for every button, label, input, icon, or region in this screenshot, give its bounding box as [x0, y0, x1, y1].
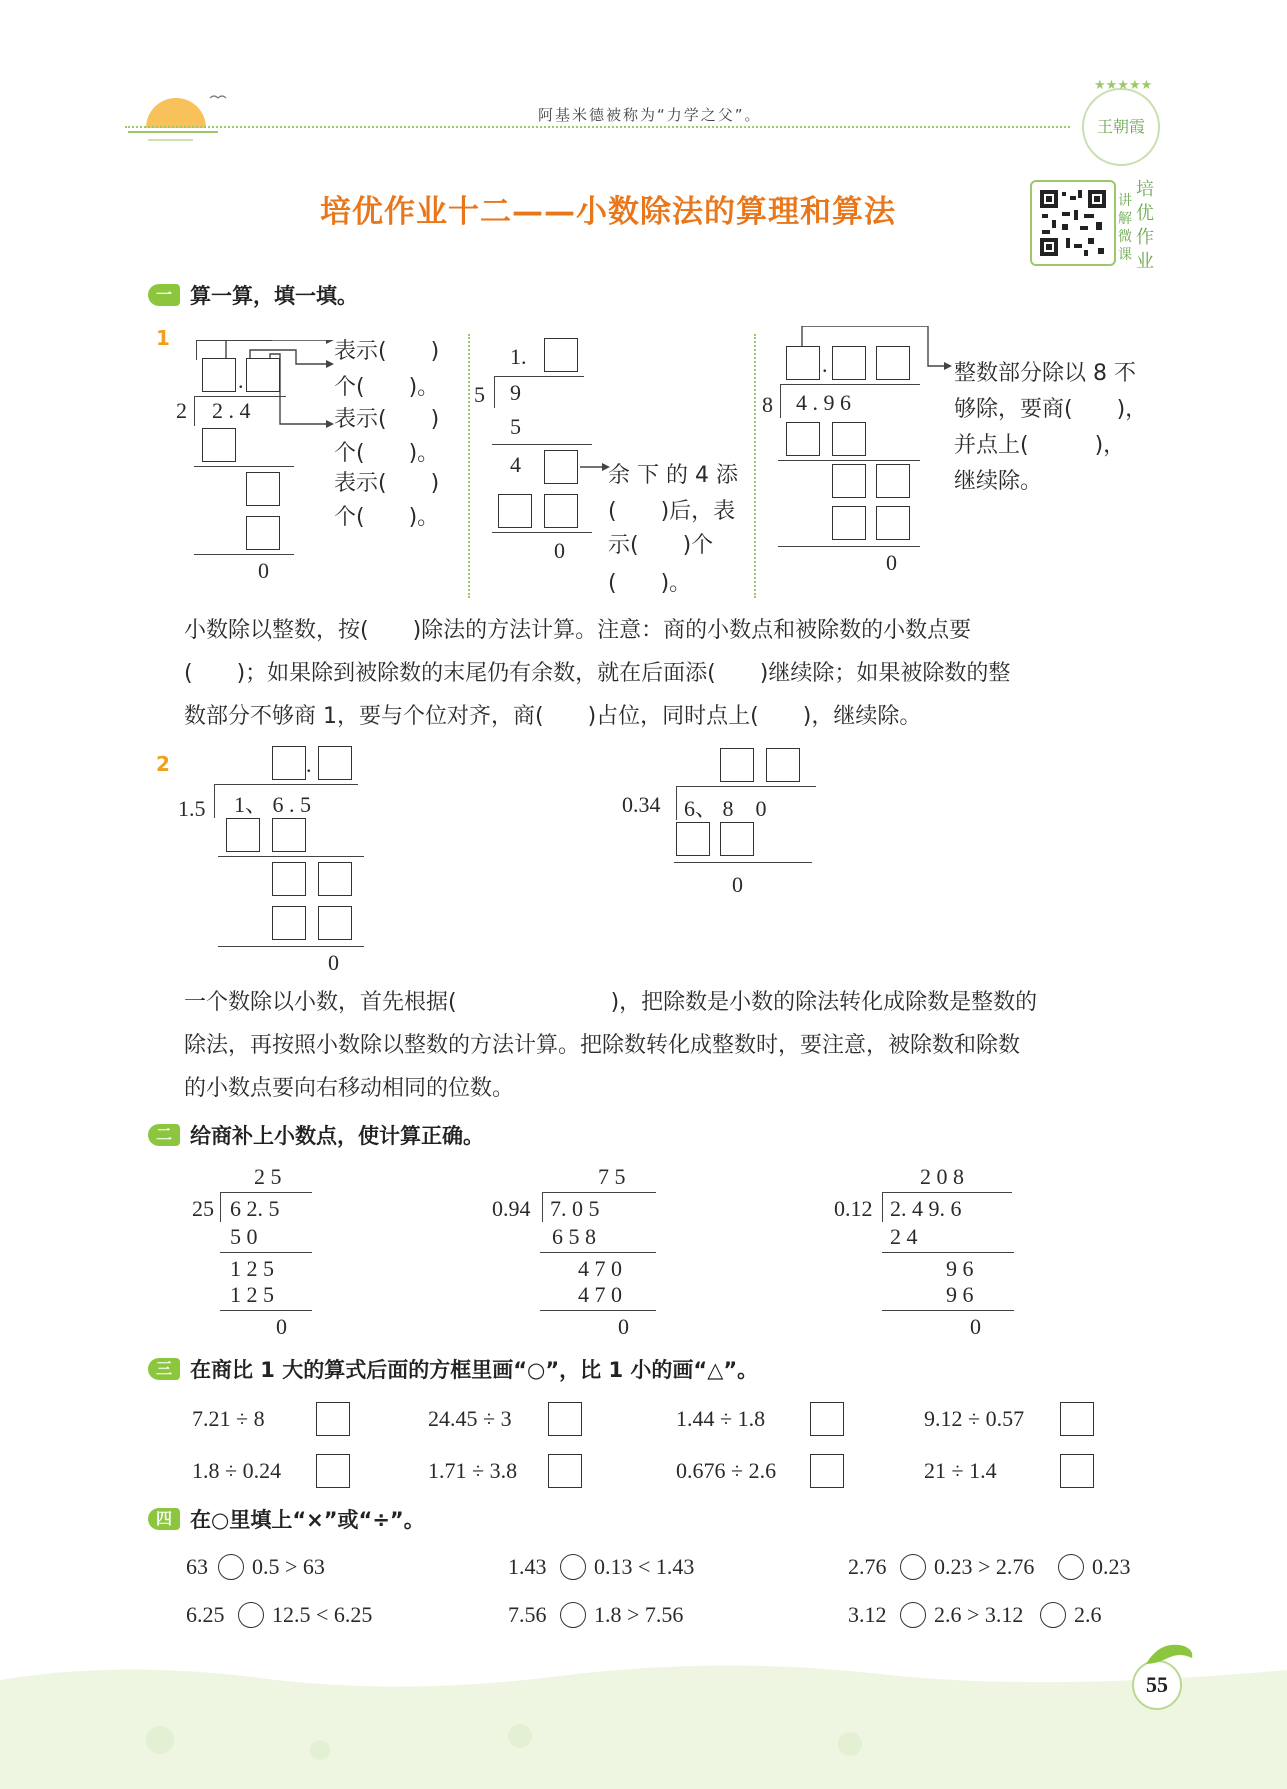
- s2-quotient: 7 5: [598, 1164, 626, 1189]
- q1a-note: 个( )。: [334, 441, 440, 466]
- answer-box[interactable]: [832, 422, 866, 456]
- answer-box[interactable]: [786, 422, 820, 456]
- s2-row: 2 4: [890, 1224, 918, 1249]
- qr-label-left: 讲解微课: [1118, 193, 1132, 263]
- s3-answer-box[interactable]: [1060, 1402, 1094, 1436]
- answer-box[interactable]: [202, 358, 236, 392]
- q1c-dividend: 4 . 9 6: [796, 390, 851, 415]
- q2a-divisor: 1.5: [178, 796, 206, 821]
- q2a-zero: 0: [328, 950, 339, 975]
- q1-summary-line: 数部分不够商 1，要与个位对齐，商( )占位，同时点上( )，继续除。: [184, 704, 922, 729]
- q1b-note: ( )。: [608, 571, 692, 596]
- s4-operand: 0.23 > 2.76: [934, 1554, 1035, 1579]
- section2-tag: 二: [148, 1124, 180, 1146]
- s3-expression: 9.12 ÷ 0.57: [924, 1406, 1025, 1431]
- section1-tag: 一: [148, 284, 180, 306]
- s2-quotient: 2 0 8: [920, 1164, 964, 1189]
- answer-box[interactable]: [720, 748, 754, 782]
- s2-row: 6 5 8: [552, 1224, 596, 1249]
- s4-operand: 7.56: [508, 1602, 547, 1627]
- s2-dividend: 6 2. 5: [230, 1196, 280, 1221]
- qr-label-right: 培优作业: [1136, 179, 1154, 272]
- q1c-zero: 0: [886, 550, 897, 575]
- page-title: 培优作业十二——小数除法的算理和算法: [320, 194, 896, 230]
- q1b-row: 5: [510, 414, 521, 439]
- sun-decoration: [118, 70, 228, 150]
- s2-divisor: 25: [192, 1196, 214, 1221]
- answer-box[interactable]: [720, 822, 754, 856]
- header-motto: 阿基米德被称为“力学之父”。: [538, 106, 762, 124]
- s4-operator-circle[interactable]: [560, 1554, 586, 1580]
- q1b-divisor: 5: [474, 382, 485, 407]
- s3-answer-box[interactable]: [548, 1402, 582, 1436]
- answer-box[interactable]: [876, 464, 910, 498]
- q1b-note: 余 下 的 4 添: [608, 463, 738, 488]
- answer-box[interactable]: [832, 506, 866, 540]
- answer-box[interactable]: [318, 862, 352, 896]
- section3-tag: 三: [148, 1358, 180, 1380]
- s4-operand: 2.6: [1074, 1602, 1102, 1627]
- s3-expression: 21 ÷ 1.4: [924, 1458, 997, 1483]
- s4-operator-circle[interactable]: [900, 1602, 926, 1628]
- brand-seal-stars: ★★★★★: [1094, 78, 1153, 93]
- s3-answer-box[interactable]: [316, 1454, 350, 1488]
- brand-seal: [1082, 78, 1160, 166]
- q1-summary-line: 小数除以整数，按( )除法的方法计算。注意：商的小数点和被除数的小数点要: [184, 618, 972, 643]
- q1b-zero: 0: [554, 538, 565, 563]
- q1c-note: 整数部分除以 8 不: [954, 361, 1136, 386]
- q1a-note: 表示( ): [334, 407, 440, 432]
- answer-box[interactable]: [676, 822, 710, 856]
- q1a-divisor: 2: [176, 398, 187, 423]
- answer-box[interactable]: [202, 428, 236, 462]
- q1c-note: 够除，要商( )，: [954, 397, 1148, 422]
- column-divider: [468, 334, 470, 598]
- quotient-dot: .: [238, 368, 244, 393]
- q2a-dividend: 1、 6 . 5: [234, 792, 312, 817]
- s2-dividend: 2. 4 9. 6: [890, 1196, 962, 1221]
- s2-row: 9 6: [946, 1282, 974, 1307]
- section4-title: 在○里填上“×”或“÷”。: [190, 1508, 425, 1532]
- q1b-quotient: 1.: [510, 344, 527, 369]
- answer-box[interactable]: [318, 906, 352, 940]
- s4-operand: 1.8 > 7.56: [594, 1602, 684, 1627]
- answer-box[interactable]: [226, 818, 260, 852]
- s3-expression: 1.8 ÷ 0.24: [192, 1458, 282, 1483]
- q1-summary-line: ( )；如果除到被除数的末尾仍有余数，就在后面添( )继续除；如果被除数的整: [184, 661, 1011, 686]
- quotient-dot: .: [822, 352, 828, 377]
- s2-row: 1 2 5: [230, 1256, 274, 1281]
- s3-answer-box[interactable]: [316, 1402, 350, 1436]
- q1c-note: 并点上( )，: [954, 433, 1126, 458]
- answer-box[interactable]: [318, 746, 352, 780]
- section2-title: 给商补上小数点，使计算正确。: [190, 1124, 484, 1148]
- s2-zero: 0: [276, 1314, 287, 1339]
- page-number: 55: [1146, 1672, 1168, 1697]
- s3-answer-box[interactable]: [810, 1454, 844, 1488]
- s3-answer-box[interactable]: [810, 1402, 844, 1436]
- answer-box[interactable]: [766, 748, 800, 782]
- qr-frame: [1030, 180, 1116, 266]
- answer-box[interactable]: [272, 906, 306, 940]
- answer-box[interactable]: [544, 450, 578, 484]
- section4-tag: 四: [148, 1508, 180, 1530]
- answer-box[interactable]: [246, 516, 280, 550]
- answer-box[interactable]: [832, 346, 866, 380]
- q2-number: 2: [156, 752, 170, 776]
- quotient-dot: .: [306, 752, 312, 777]
- s2-row: 4 7 0: [578, 1256, 622, 1281]
- q2b-dividend: 6、 8 0: [684, 796, 767, 821]
- s3-answer-box[interactable]: [548, 1454, 582, 1488]
- s4-operand: 1.43: [508, 1554, 547, 1579]
- answer-box[interactable]: [832, 464, 866, 498]
- s4-operator-circle[interactable]: [900, 1554, 926, 1580]
- q1b-note: ( )后，表: [608, 499, 736, 524]
- s4-operand: 0.23: [1092, 1554, 1131, 1579]
- s4-operand: 0.5 > 63: [252, 1554, 325, 1579]
- q1a-dividend: 2 . 4: [212, 398, 251, 423]
- q2-summary-line: 一个数除以小数，首先根据( )，把除数是小数的除法转化成除数是整数的: [184, 990, 1038, 1015]
- s4-operand: 63: [186, 1554, 208, 1579]
- s3-expression: 7.21 ÷ 8: [192, 1406, 265, 1431]
- answer-box[interactable]: [786, 346, 820, 380]
- answer-box[interactable]: [876, 346, 910, 380]
- s2-divisor: 0.94: [492, 1196, 531, 1221]
- s4-operator-circle[interactable]: [218, 1554, 244, 1580]
- s4-operand: 6.25: [186, 1602, 225, 1627]
- answer-box[interactable]: [876, 506, 910, 540]
- q1b-row: 4: [510, 452, 521, 477]
- s3-expression: 24.45 ÷ 3: [428, 1406, 512, 1431]
- q1c-note: 继续除。: [954, 469, 1043, 494]
- brand-seal-name: 王朝霞: [1096, 117, 1145, 136]
- s2-zero: 0: [618, 1314, 629, 1339]
- s3-expression: 1.44 ÷ 1.8: [676, 1406, 766, 1431]
- q1a-note: 个( )。: [334, 375, 440, 400]
- s4-operator-circle[interactable]: [1058, 1554, 1084, 1580]
- s3-answer-box[interactable]: [1060, 1454, 1094, 1488]
- s4-operand: 0.13 < 1.43: [594, 1554, 695, 1579]
- s3-expression: 0.676 ÷ 2.6: [676, 1458, 777, 1483]
- s4-operand: 2.76: [848, 1554, 887, 1579]
- q1a-note: 表示( ): [334, 471, 440, 496]
- s3-expression: 1.71 ÷ 3.8: [428, 1458, 518, 1483]
- answer-box[interactable]: [272, 818, 306, 852]
- answer-box[interactable]: [246, 358, 280, 392]
- answer-box[interactable]: [544, 338, 578, 372]
- s2-divisor: 0.12: [834, 1196, 873, 1221]
- s4-operand: 12.5 < 6.25: [272, 1602, 373, 1627]
- q2b-zero: 0: [732, 872, 743, 897]
- s4-operand: 2.6 > 3.12: [934, 1602, 1024, 1627]
- dolphin-icon: [1140, 1636, 1200, 1672]
- q1a-note: 表示( ): [334, 339, 440, 364]
- answer-box[interactable]: [544, 494, 578, 528]
- section1-title: 算一算，填一填。: [190, 284, 358, 308]
- q2b-divisor: 0.34: [622, 792, 661, 817]
- q1a-note: 个( )。: [334, 505, 440, 530]
- header-dotted-line: [125, 126, 1070, 128]
- arrow-icon: [580, 460, 610, 474]
- s4-operand: 3.12: [848, 1602, 887, 1627]
- qr-code-icon[interactable]: [1038, 188, 1108, 258]
- section3-title: 在商比 1 大的算式后面的方框里画“○”，比 1 小的画“△”。: [190, 1358, 759, 1382]
- answer-box[interactable]: [498, 494, 532, 528]
- s4-operator-circle[interactable]: [560, 1602, 586, 1628]
- s2-zero: 0: [970, 1314, 981, 1339]
- footer-hills-decoration: [0, 1640, 1287, 1789]
- s2-row: 4 7 0: [578, 1282, 622, 1307]
- q1c-divisor: 8: [762, 392, 773, 417]
- q1-number: 1: [156, 326, 170, 350]
- s4-operator-circle[interactable]: [238, 1602, 264, 1628]
- q1a-zero: 0: [258, 558, 269, 583]
- q2-summary-line: 除法，再按照小数除以整数的方法计算。把除数转化成整数时，要注意，被除数和除数: [184, 1033, 1021, 1058]
- column-divider: [754, 334, 756, 598]
- s4-operator-circle[interactable]: [1040, 1602, 1066, 1628]
- s2-row: 9 6: [946, 1256, 974, 1281]
- q1b-note: 示( )个: [608, 533, 714, 558]
- s2-row: 5 0: [230, 1224, 258, 1249]
- s2-quotient: 2 5: [254, 1164, 282, 1189]
- q2-summary-line: 的小数点要向右移动相同的位数。: [184, 1076, 515, 1101]
- answer-box[interactable]: [246, 472, 280, 506]
- s2-row: 1 2 5: [230, 1282, 274, 1307]
- answer-box[interactable]: [272, 862, 306, 896]
- q1b-dividend: 9: [510, 380, 521, 405]
- answer-box[interactable]: [272, 746, 306, 780]
- s2-dividend: 7. 0 5: [550, 1196, 600, 1221]
